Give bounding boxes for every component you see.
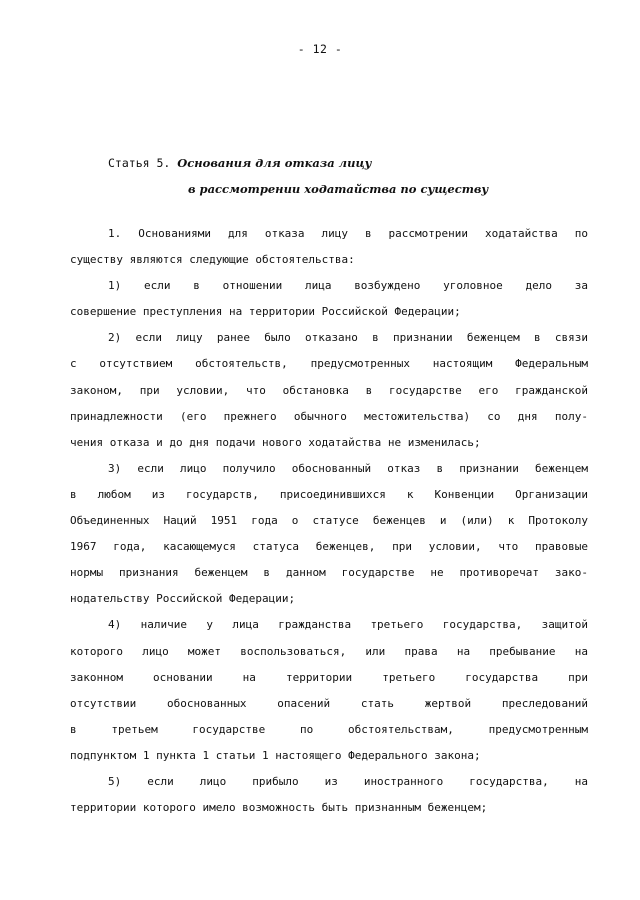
text-line: нормы признания беженцем в данном государстве не противоречат зако- — [70, 566, 588, 580]
text-line: 1967 года, касающемуся статуса беженцев, при условии, что правовые — [70, 540, 588, 554]
article-heading — [108, 150, 372, 176]
article-title-line-2: в рассмотрении ходатайства по существу — [188, 182, 489, 196]
text-line: 1) если в отношении лица возбуждено уголовное дело за — [108, 279, 588, 293]
text-line: 2) если лицу ранее было отказано в признании беженцем в связи — [108, 331, 588, 345]
article-label: Статья 5. — [108, 156, 171, 170]
text-line: совершение преступления на территории Российской Федерации; — [70, 305, 461, 319]
text-line: отсутствии обоснованных опасений стать жертвой преследований — [70, 696, 588, 710]
article-title-line-1: Основания для отказа лицу — [177, 156, 372, 170]
page-number: - 12 - — [297, 42, 343, 56]
text-line: 4) наличие у лица гражданства третьего государства, защитой — [108, 618, 588, 632]
text-line: Объединенных Наций 1951 года о статусе беженцев и (или) к Протоколу — [70, 514, 588, 528]
text-line: принадлежности (его прежнего обычного местожительства) со дня полу- — [70, 409, 588, 423]
text-line: существу являются следующие обстоятельства: — [70, 253, 355, 267]
text-line: территории которого имело возможность быть признанным беженцем; — [70, 801, 488, 815]
text-line: законном основании на территории третьего государства при — [70, 670, 588, 684]
text-line: подпунктом 1 пункта 1 статьи 1 настоящего Федерального закона; — [70, 748, 481, 762]
text-line: в любом из государств, присоединившихся к Конвенции Организации — [70, 487, 588, 501]
text-line: 5) если лицо прибыло из иностранного государства, на — [108, 774, 588, 788]
text-line: нодательству Российской Федерации; — [70, 592, 296, 606]
text-line: с отсутствием обстоятельств, предусмотренных настоящим Федеральным — [70, 357, 588, 371]
text-line: чения отказа и до дня подачи нового ходатайства не изменилась; — [70, 435, 481, 449]
text-line: 1. Основаниями для отказа лицу в рассмотрении ходатайства по — [108, 227, 588, 240]
text-line: в третьем государстве по обстоятельствам, предусмотренным — [70, 722, 588, 736]
text-line: 3) если лицо получило обоснованный отказ в признании беженцем — [108, 461, 588, 475]
text-line: которого лицо может воспользоваться, или права на пребывание на — [70, 644, 588, 658]
text-line: законом, при условии, что обстановка в государстве его гражданской — [70, 383, 588, 397]
article-body — [70, 221, 588, 821]
